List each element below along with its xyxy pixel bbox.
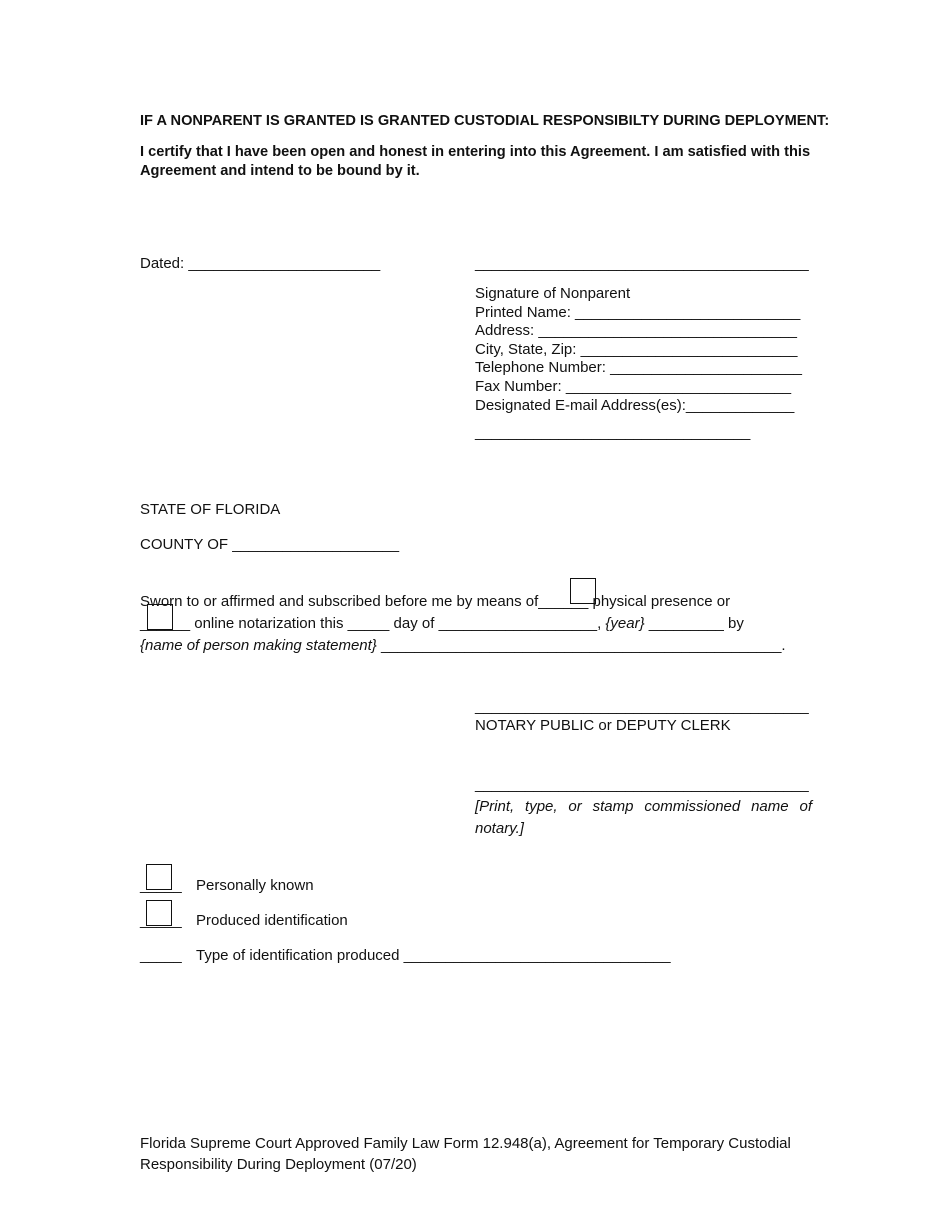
physical-presence-blank[interactable]: ______ [538,593,589,610]
produced-id-checkbox[interactable] [146,900,172,926]
address-field[interactable]: Address: _______________________________ [475,322,797,340]
id-type-field[interactable]: Type of identification produced ________________________________ [196,947,671,964]
notary-signature-line[interactable]: ________________________________________ [475,698,809,715]
nonparent-signature-line[interactable]: ________________________________________ [475,255,809,272]
sworn-text-1: Sworn to or affirmed and subscribed before me by means of [140,593,539,610]
sworn-text-2b: _________ by [644,615,744,632]
personally-known-label: Personally known [196,877,314,894]
sworn-line-1 [140,593,730,610]
email-extra-line[interactable]: _________________________________ [475,424,751,441]
personally-known-checkbox[interactable] [146,864,172,890]
printed-name-field[interactable]: Printed Name: ___________________________ [475,303,801,321]
produced-id-label: Produced identification [196,912,348,929]
nonparent-info-block [475,285,802,415]
personally-known-blank[interactable]: _____ [140,877,182,894]
sworn-text-2: online notarization this _____ day of ___________________, [190,615,606,632]
telephone-field[interactable]: Telephone Number: _______________________ [475,359,802,377]
county-field[interactable]: COUNTY OF ____________________ [140,536,400,553]
email-field[interactable]: Designated E-mail Address(es):_____________ [475,396,795,414]
person-name-field[interactable]: ________________________________________________. [376,637,786,654]
online-notarization-blank[interactable]: ______ [140,615,191,632]
id-type-blank[interactable]: _____ [140,947,182,964]
fax-field[interactable]: Fax Number: ___________________________ [475,377,792,395]
online-notarization-checkbox[interactable] [147,604,173,630]
signature-of-nonparent-label: Signature of Nonparent [475,285,631,302]
physical-presence-label: physical presence or [588,593,731,610]
notary-print-label: [Print, type, or stamp commissioned name of notary.] [475,798,812,837]
form-footer: Florida Supreme Court Approved Family Law Form 12.948(a), Agreement for Temporary Custodial Responsibility During Deployment (07/20) [140,1135,791,1173]
notary-label: NOTARY PUBLIC or DEPUTY CLERK [475,717,731,734]
produced-id-blank[interactable]: _____ [140,912,182,929]
city-state-zip-field[interactable]: City, State, Zip: __________________________ [475,340,798,358]
state-label: STATE OF FLORIDA [140,501,281,518]
sworn-line-2 [140,615,744,632]
notary-print-line[interactable]: ________________________________________ [475,776,809,793]
year-label: {year} [605,615,645,632]
certification-statement: I certify that I have been open and honest in entering into this Agreement. I am satisfied with this Agreement and intend to be bound by it. [140,144,811,179]
page-heading: IF A NONPARENT IS GRANTED IS GRANTED CUSTODIAL RESPONSIBILTY DURING DEPLOYMENT: [140,113,830,129]
person-name-label: {name of person making statement} [140,637,377,654]
physical-presence-checkbox[interactable] [570,578,596,604]
sworn-line-3 [140,637,786,654]
dated-field[interactable]: Dated: _______________________ [140,255,381,272]
